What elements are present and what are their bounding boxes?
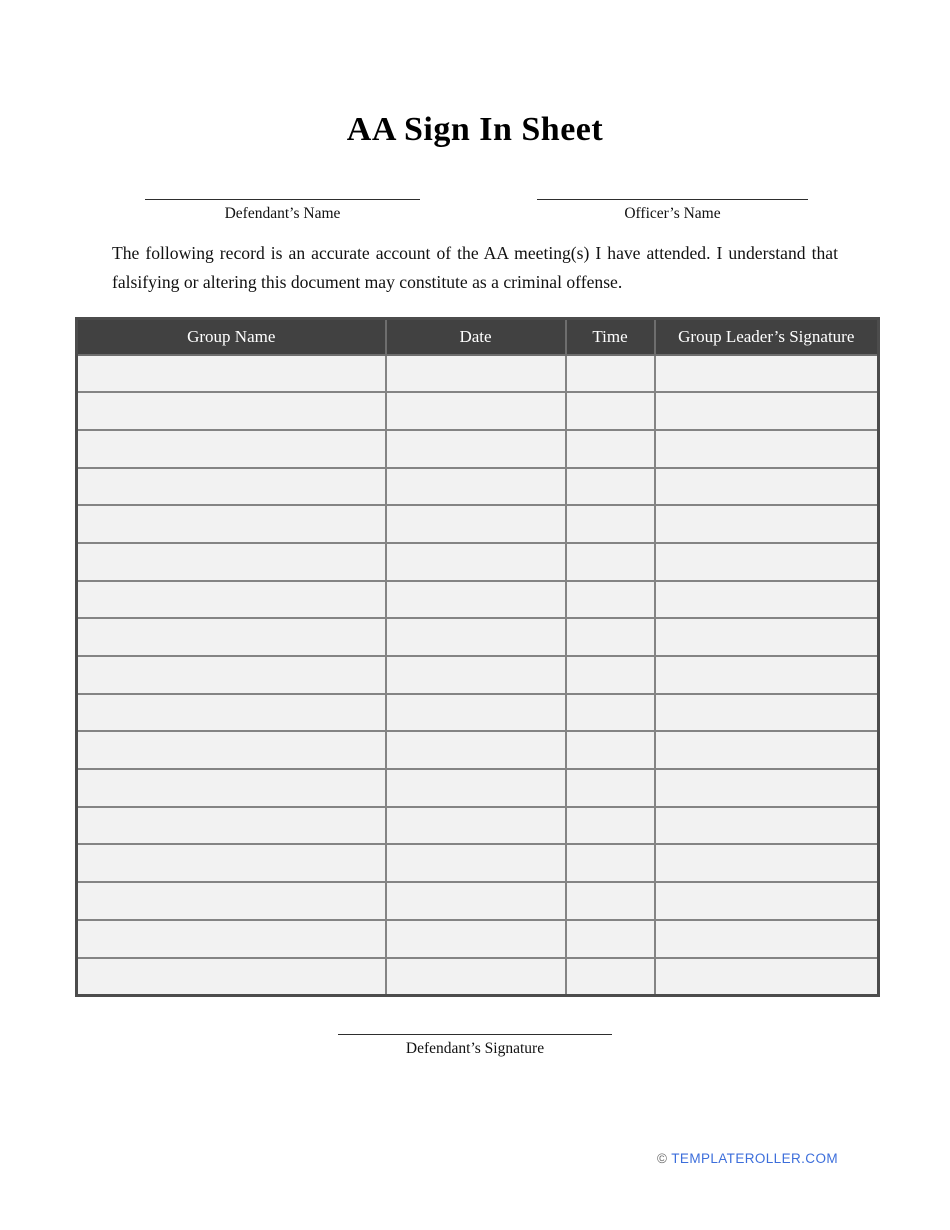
empty-signin-cell[interactable] xyxy=(566,731,655,769)
table-row xyxy=(77,656,879,694)
name-fields-row xyxy=(0,199,950,223)
empty-signin-cell[interactable] xyxy=(386,731,566,769)
empty-signin-cell[interactable] xyxy=(386,920,566,958)
table-row xyxy=(77,769,879,807)
empty-signin-cell[interactable] xyxy=(566,618,655,656)
empty-signin-cell[interactable] xyxy=(77,882,386,920)
empty-signin-cell[interactable] xyxy=(566,807,655,845)
table-row xyxy=(77,731,879,769)
empty-signin-cell[interactable] xyxy=(566,844,655,882)
empty-signin-cell[interactable] xyxy=(566,958,655,996)
empty-signin-cell[interactable] xyxy=(655,505,879,543)
defendant-name-line[interactable] xyxy=(145,199,420,200)
empty-signin-cell[interactable] xyxy=(655,807,879,845)
templateroller-link[interactable]: TEMPLATEROLLER.COM xyxy=(671,1151,838,1166)
empty-signin-cell[interactable] xyxy=(655,769,879,807)
empty-signin-cell[interactable] xyxy=(386,505,566,543)
table-row xyxy=(77,920,879,958)
empty-signin-cell[interactable] xyxy=(386,958,566,996)
empty-signin-cell[interactable] xyxy=(386,844,566,882)
signin-table xyxy=(75,317,880,997)
copyright-icon: © xyxy=(656,1151,668,1166)
empty-signin-cell[interactable] xyxy=(566,505,655,543)
empty-signin-cell[interactable] xyxy=(77,807,386,845)
table-row xyxy=(77,882,879,920)
empty-signin-cell[interactable] xyxy=(566,581,655,619)
column-header-group-name: Group Name xyxy=(77,319,386,355)
empty-signin-cell[interactable] xyxy=(566,920,655,958)
empty-signin-cell[interactable] xyxy=(566,694,655,732)
empty-signin-cell[interactable] xyxy=(386,769,566,807)
table-row xyxy=(77,505,879,543)
empty-signin-cell[interactable] xyxy=(77,958,386,996)
empty-signin-cell[interactable] xyxy=(566,543,655,581)
table-row xyxy=(77,543,879,581)
empty-signin-cell[interactable] xyxy=(655,355,879,393)
empty-signin-cell[interactable] xyxy=(655,543,879,581)
empty-signin-cell[interactable] xyxy=(386,618,566,656)
empty-signin-cell[interactable] xyxy=(77,468,386,506)
empty-signin-cell[interactable] xyxy=(655,581,879,619)
empty-signin-cell[interactable] xyxy=(655,468,879,506)
empty-signin-cell[interactable] xyxy=(386,430,566,468)
empty-signin-cell[interactable] xyxy=(386,543,566,581)
empty-signin-cell[interactable] xyxy=(655,844,879,882)
empty-signin-cell[interactable] xyxy=(77,844,386,882)
empty-signin-cell[interactable] xyxy=(566,656,655,694)
defendant-signature-line[interactable] xyxy=(338,1034,612,1035)
table-row xyxy=(77,807,879,845)
table-header-row xyxy=(77,319,879,355)
empty-signin-cell[interactable] xyxy=(77,731,386,769)
page-title: AA Sign In Sheet xyxy=(346,111,604,148)
empty-signin-cell[interactable] xyxy=(655,958,879,996)
column-header-time: Time xyxy=(566,319,655,355)
intro-paragraph: The following record is an accurate account of the AA meeting(s) I have attended. I understand that falsifying or altering this document may constitute as a criminal offense. xyxy=(112,243,838,292)
empty-signin-cell[interactable] xyxy=(655,694,879,732)
empty-signin-cell[interactable] xyxy=(77,581,386,619)
empty-signin-cell[interactable] xyxy=(77,505,386,543)
empty-signin-cell[interactable] xyxy=(386,355,566,393)
empty-signin-cell[interactable] xyxy=(655,392,879,430)
empty-signin-cell[interactable] xyxy=(386,656,566,694)
empty-signin-cell[interactable] xyxy=(655,618,879,656)
officer-name-line[interactable] xyxy=(537,199,808,200)
officer-name-field xyxy=(537,199,808,223)
empty-signin-cell[interactable] xyxy=(566,430,655,468)
empty-signin-cell[interactable] xyxy=(77,392,386,430)
empty-signin-cell[interactable] xyxy=(566,392,655,430)
table-row xyxy=(77,430,879,468)
empty-signin-cell[interactable] xyxy=(77,694,386,732)
empty-signin-cell[interactable] xyxy=(566,769,655,807)
empty-signin-cell[interactable] xyxy=(655,731,879,769)
empty-signin-cell[interactable] xyxy=(566,355,655,393)
signin-table-body xyxy=(77,355,879,996)
defendant-signature-label: Defendant’s Signature xyxy=(405,1039,545,1057)
empty-signin-cell[interactable] xyxy=(566,468,655,506)
table-row xyxy=(77,958,879,996)
empty-signin-cell[interactable] xyxy=(77,543,386,581)
table-row xyxy=(77,844,879,882)
empty-signin-cell[interactable] xyxy=(77,355,386,393)
table-row xyxy=(77,581,879,619)
table-row xyxy=(77,694,879,732)
empty-signin-cell[interactable] xyxy=(77,430,386,468)
empty-signin-cell[interactable] xyxy=(566,882,655,920)
empty-signin-cell[interactable] xyxy=(655,430,879,468)
empty-signin-cell[interactable] xyxy=(655,656,879,694)
defendant-signature-field xyxy=(338,1034,612,1058)
empty-signin-cell[interactable] xyxy=(77,618,386,656)
empty-signin-cell[interactable] xyxy=(386,392,566,430)
empty-signin-cell[interactable] xyxy=(386,581,566,619)
empty-signin-cell[interactable] xyxy=(655,882,879,920)
empty-signin-cell[interactable] xyxy=(77,769,386,807)
column-header-date: Date xyxy=(386,319,566,355)
officer-name-label: Officer’s Name xyxy=(624,205,721,222)
empty-signin-cell[interactable] xyxy=(386,882,566,920)
table-row xyxy=(77,468,879,506)
empty-signin-cell[interactable] xyxy=(655,920,879,958)
table-row xyxy=(77,355,879,393)
table-row xyxy=(77,392,879,430)
defendant-name-field xyxy=(145,199,420,223)
empty-signin-cell[interactable] xyxy=(386,807,566,845)
empty-signin-cell[interactable] xyxy=(77,656,386,694)
empty-signin-cell[interactable] xyxy=(386,468,566,506)
table-row xyxy=(77,618,879,656)
footer xyxy=(657,1151,838,1166)
defendant-name-label: Defendant’s Name xyxy=(224,205,341,222)
column-header-group-leader-signature: Group Leader’s Signature xyxy=(655,319,879,355)
empty-signin-cell[interactable] xyxy=(386,694,566,732)
empty-signin-cell[interactable] xyxy=(77,920,386,958)
